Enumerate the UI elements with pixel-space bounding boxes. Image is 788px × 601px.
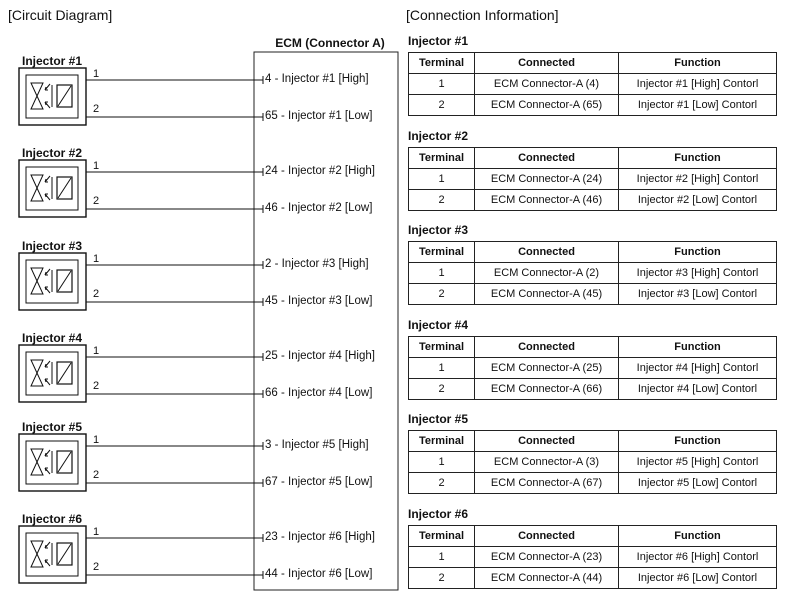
terminal-cell: 2	[409, 284, 475, 305]
function-cell: Injector #1 [High] Contorl	[619, 74, 777, 95]
header-cell: Terminal	[409, 431, 475, 452]
function-cell: Injector #3 [High] Contorl	[619, 263, 777, 284]
injector-symbol-6	[19, 526, 86, 583]
ecm-pin-low-6: 44 - Injector #6 [Low]	[265, 568, 373, 580]
table-row	[409, 568, 777, 589]
header-cell: Terminal	[409, 53, 475, 74]
table-row	[409, 95, 777, 116]
connected-cell: ECM Connector-A (67)	[475, 473, 619, 494]
header-cell: Connected	[475, 242, 619, 263]
terminal-1-label-4: 1	[93, 345, 100, 357]
connection-table-title-6: Injector #6	[408, 507, 469, 521]
injector-symbol-2	[19, 160, 86, 217]
table-header-row	[409, 148, 777, 169]
connected-cell: ECM Connector-A (24)	[475, 169, 619, 190]
terminal-cell: 2	[409, 190, 475, 211]
ecm-connector-box	[254, 52, 398, 590]
connection-table-6	[408, 525, 777, 589]
header-cell: Connected	[475, 148, 619, 169]
function-cell: Injector #4 [High] Contorl	[619, 358, 777, 379]
terminal-cell: 2	[409, 473, 475, 494]
injector-name-5: Injector #5	[22, 420, 83, 434]
header-cell: Function	[619, 526, 777, 547]
ecm-pin-high-3: 2 - Injector #3 [High]	[265, 258, 369, 270]
function-cell: Injector #5 [High] Contorl	[619, 452, 777, 473]
header-cell: Connected	[475, 53, 619, 74]
terminal-cell: 1	[409, 169, 475, 190]
header-cell: Terminal	[409, 242, 475, 263]
terminal-2-label-2: 2	[93, 195, 100, 207]
injector-name-3: Injector #3	[22, 239, 83, 253]
function-cell: Injector #4 [Low] Contorl	[619, 379, 777, 400]
connected-cell: ECM Connector-A (65)	[475, 95, 619, 116]
terminal-2-label-5: 2	[93, 469, 100, 481]
header-cell: Function	[619, 337, 777, 358]
terminal-cell: 2	[409, 568, 475, 589]
terminal-cell: 1	[409, 358, 475, 379]
ecm-pin-high-4: 25 - Injector #4 [High]	[265, 350, 375, 362]
connected-cell: ECM Connector-A (44)	[475, 568, 619, 589]
table-row	[409, 74, 777, 95]
ecm-pin-low-3: 45 - Injector #3 [Low]	[265, 295, 373, 307]
connection-table-title-1: Injector #1	[408, 34, 469, 48]
terminal-cell: 2	[409, 379, 475, 400]
table-row	[409, 452, 777, 473]
connected-cell: ECM Connector-A (23)	[475, 547, 619, 568]
terminal-2-label-1: 2	[93, 103, 100, 115]
injector-name-1: Injector #1	[22, 54, 83, 68]
header-cell: Terminal	[409, 148, 475, 169]
table-header-row	[409, 242, 777, 263]
function-cell: Injector #5 [Low] Contorl	[619, 473, 777, 494]
header-cell: Function	[619, 431, 777, 452]
table-row	[409, 169, 777, 190]
header-cell: Connected	[475, 337, 619, 358]
table-header-row	[409, 526, 777, 547]
connected-cell: ECM Connector-A (4)	[475, 74, 619, 95]
connection-table-4	[408, 336, 777, 400]
table-row	[409, 547, 777, 568]
injector-name-4: Injector #4	[22, 331, 83, 345]
function-cell: Injector #1 [Low] Contorl	[619, 95, 777, 116]
injector-symbol-1	[19, 68, 86, 125]
terminal-cell: 1	[409, 452, 475, 473]
terminal-1-label-5: 1	[93, 434, 100, 446]
connected-cell: ECM Connector-A (25)	[475, 358, 619, 379]
header-cell: Connected	[475, 526, 619, 547]
connection-table-2	[408, 147, 777, 211]
table-header-row	[409, 337, 777, 358]
injector-symbol-5	[19, 434, 86, 491]
terminal-2-label-3: 2	[93, 288, 100, 300]
ecm-pin-low-1: 65 - Injector #1 [Low]	[265, 110, 373, 122]
connected-cell: ECM Connector-A (45)	[475, 284, 619, 305]
header-cell: Function	[619, 53, 777, 74]
terminal-cell: 1	[409, 74, 475, 95]
table-row	[409, 263, 777, 284]
ecm-pin-low-4: 66 - Injector #4 [Low]	[265, 387, 373, 399]
function-cell: Injector #2 [High] Contorl	[619, 169, 777, 190]
function-cell: Injector #3 [Low] Contorl	[619, 284, 777, 305]
connected-cell: ECM Connector-A (2)	[475, 263, 619, 284]
terminal-cell: 1	[409, 263, 475, 284]
circuit-diagram-title: [Circuit Diagram]	[8, 7, 113, 23]
ecm-pin-high-2: 24 - Injector #2 [High]	[265, 165, 375, 177]
terminal-cell: 2	[409, 95, 475, 116]
table-header-row	[409, 53, 777, 74]
header-cell: Function	[619, 242, 777, 263]
table-row	[409, 473, 777, 494]
terminal-2-label-6: 2	[93, 561, 100, 573]
header-cell: Connected	[475, 431, 619, 452]
header-cell: Terminal	[409, 526, 475, 547]
function-cell: Injector #2 [Low] Contorl	[619, 190, 777, 211]
ecm-connector-title: ECM (Connector A)	[275, 36, 385, 50]
injector-name-2: Injector #2	[22, 146, 83, 160]
terminal-1-label-3: 1	[93, 253, 100, 265]
ecm-pin-high-5: 3 - Injector #5 [High]	[265, 439, 369, 451]
connection-table-title-5: Injector #5	[408, 412, 469, 426]
connection-table-title-4: Injector #4	[408, 318, 469, 332]
function-cell: Injector #6 [High] Contorl	[619, 547, 777, 568]
table-row	[409, 284, 777, 305]
connection-table-1	[408, 52, 777, 116]
connected-cell: ECM Connector-A (3)	[475, 452, 619, 473]
ecm-pin-low-2: 46 - Injector #2 [Low]	[265, 202, 373, 214]
connection-table-title-2: Injector #2	[408, 129, 469, 143]
connection-table-3	[408, 241, 777, 305]
terminal-2-label-4: 2	[93, 380, 100, 392]
table-row	[409, 379, 777, 400]
connection-table-5	[408, 430, 777, 494]
injector-symbol-4	[19, 345, 86, 402]
function-cell: Injector #6 [Low] Contorl	[619, 568, 777, 589]
ecm-pin-high-6: 23 - Injector #6 [High]	[265, 531, 375, 543]
injector-name-6: Injector #6	[22, 512, 83, 526]
connection-info-title: [Connection Information]	[406, 7, 559, 23]
terminal-1-label-1: 1	[93, 68, 100, 80]
terminal-1-label-6: 1	[93, 526, 100, 538]
table-row	[409, 190, 777, 211]
header-cell: Function	[619, 148, 777, 169]
connected-cell: ECM Connector-A (66)	[475, 379, 619, 400]
connection-table-title-3: Injector #3	[408, 223, 469, 237]
injector-symbol-3	[19, 253, 86, 310]
table-header-row	[409, 431, 777, 452]
connected-cell: ECM Connector-A (46)	[475, 190, 619, 211]
terminal-cell: 1	[409, 547, 475, 568]
terminal-1-label-2: 1	[93, 160, 100, 172]
ecm-pin-low-5: 67 - Injector #5 [Low]	[265, 476, 373, 488]
table-row	[409, 358, 777, 379]
ecm-pin-high-1: 4 - Injector #1 [High]	[265, 73, 369, 85]
header-cell: Terminal	[409, 337, 475, 358]
